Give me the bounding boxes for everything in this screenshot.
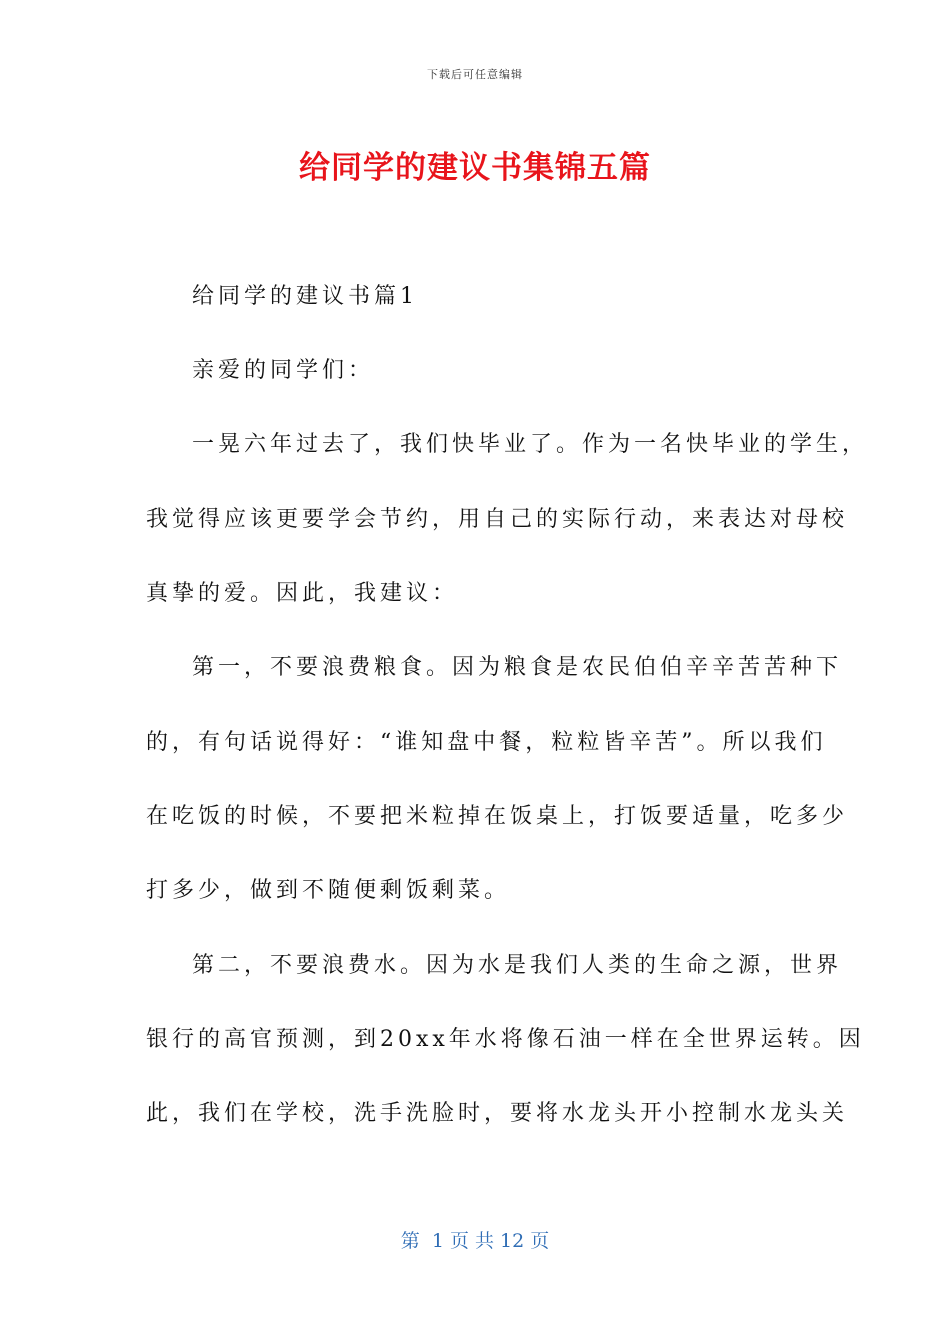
paragraph-line: 我觉得应该更要学会节约，用自己的实际行动，来表达对母校: [146, 507, 849, 532]
section-heading: 给同学的建议书篇1: [192, 284, 418, 309]
paragraph-line: 打多少，做到不随便剩饭剩菜。: [146, 878, 511, 903]
paragraph-line: 银行的高官预测，到20xx年水将像石油一样在全世界运转。因: [146, 1027, 865, 1052]
paragraph-line: 在吃饭的时候，不要把米粒掉在饭桌上，打饭要适量，吃多少: [146, 804, 849, 829]
document-title: 给同学的建议书集锦五篇: [299, 150, 651, 186]
paragraph-line: 第一，不要浪费粮食。因为粮食是农民伯伯辛辛苦苦种下: [192, 655, 843, 680]
page-number-footer: 第 1 页 共 12 页: [400, 1230, 550, 1252]
paragraph-line: 此，我们在学校，洗手洗脸时，要将水龙头开小控制水龙头关: [146, 1101, 849, 1126]
paragraph-line: 一晃六年过去了，我们快毕业了。作为一名快毕业的学生，: [192, 432, 869, 457]
paragraph-line: 的，有句话说得好：“谁知盘中餐，粒粒皆辛苦”。所以我们: [146, 730, 827, 755]
header-note: 下载后可任意编辑: [427, 68, 523, 81]
paragraph-line: 第二，不要浪费水。因为水是我们人类的生命之源，世界: [192, 953, 843, 978]
paragraph-line: 真挚的爱。因此，我建议：: [146, 581, 459, 606]
salutation: 亲爱的同学们：: [192, 358, 375, 383]
